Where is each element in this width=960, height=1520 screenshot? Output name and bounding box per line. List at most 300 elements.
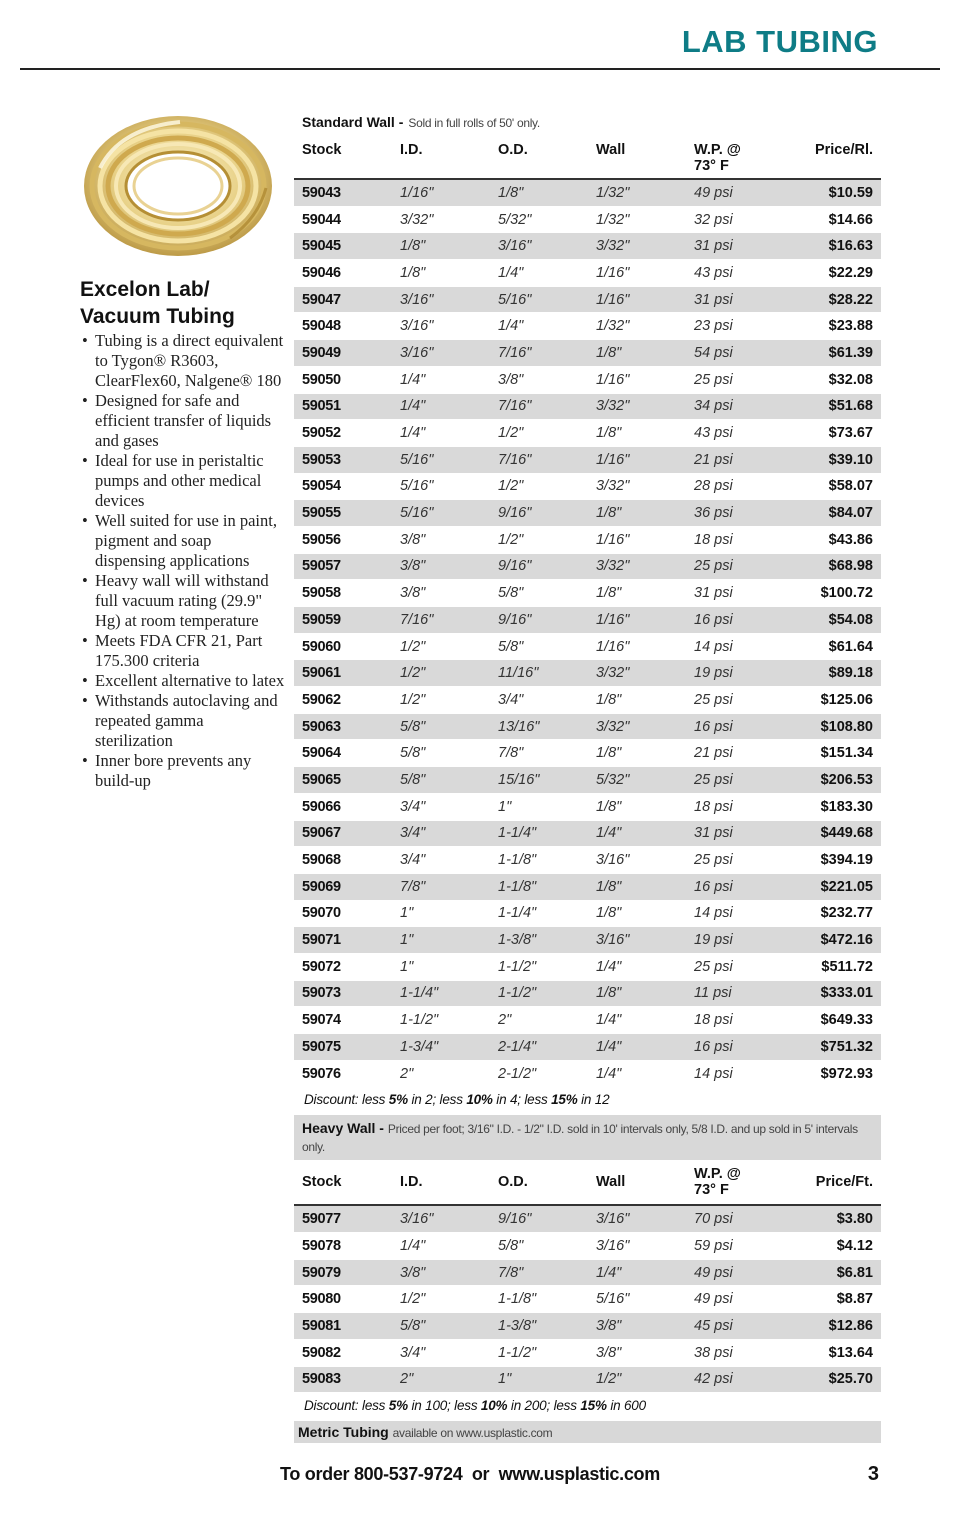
title-rule (20, 68, 940, 70)
table-row (294, 927, 881, 954)
table-row (294, 207, 881, 234)
cell-id: 1/4" (400, 398, 426, 415)
standard-column-header (294, 136, 881, 180)
cell-wp: 14 psi (694, 1065, 733, 1082)
cell-od: 1" (498, 1371, 512, 1388)
cell-price: $472.16 (820, 932, 873, 949)
cell-wp: 31 psi (694, 238, 733, 255)
cell-price: $4.12 (836, 1237, 873, 1254)
col-price: Price/Rl. (814, 142, 873, 158)
cell-od: 13/16" (498, 718, 540, 735)
cell-od: 1-1/2" (498, 1344, 537, 1361)
cell-wall: 3/8" (596, 1317, 622, 1334)
cell-wall: 3/32" (596, 665, 630, 682)
cell-stock: 59078 (302, 1237, 341, 1254)
cell-id: 1/2" (400, 1291, 426, 1308)
table-row (294, 313, 881, 340)
cell-price: $449.68 (820, 825, 873, 842)
cell-wp: 49 psi (694, 184, 733, 201)
col-id: I.D. (400, 1174, 423, 1191)
cell-od: 1-3/8" (498, 1317, 537, 1334)
cell-wall: 1/16" (596, 371, 630, 388)
cell-wp: 16 psi (694, 611, 733, 628)
feature-item: • Tubing is a direct equivalent to Tygon® R3603, ClearFlex60, Nalgene® 180 (80, 331, 285, 391)
discount-segment: in 12 (577, 1092, 610, 1108)
discount-segment: 10% (480, 1398, 508, 1414)
cell-stock: 59053 (302, 451, 341, 468)
standard-discount-note (294, 1087, 881, 1115)
discount-segment: in 4; less (492, 1092, 552, 1108)
cell-stock: 59077 (302, 1211, 341, 1228)
cell-stock: 59079 (302, 1264, 341, 1281)
cell-id: 1-1/4" (400, 985, 439, 1002)
cell-wp: 18 psi (694, 798, 733, 815)
cell-wp: 11 psi (694, 985, 732, 1002)
discount-segment: Discount: less (304, 1092, 389, 1108)
cell-od: 1-1/8" (498, 1291, 537, 1308)
cell-od: 1-1/8" (498, 878, 537, 895)
cell-id: 7/8" (400, 878, 426, 895)
col-id: I.D. (400, 142, 423, 158)
cell-wp: 42 psi (694, 1371, 733, 1388)
cell-wall: 1/4" (596, 1065, 622, 1082)
cell-price: $73.67 (828, 425, 873, 442)
cell-wp: 21 psi (694, 745, 733, 762)
cell-wall: 1/8" (596, 905, 622, 922)
cell-od: 1" (498, 798, 512, 815)
cell-wall: 1/32" (596, 318, 630, 335)
standard-wall-table (294, 180, 881, 1087)
cell-wall: 1/16" (596, 531, 630, 548)
heavy-discount-note (294, 1393, 881, 1421)
discount-segment: in 200; less (507, 1398, 581, 1414)
cell-price: $10.59 (828, 184, 873, 201)
heavy-wall-heading (294, 1115, 881, 1160)
cell-wall: 5/32" (596, 771, 630, 788)
cell-wall: 1/2" (596, 1371, 622, 1388)
cell-id: 3/16" (400, 1211, 434, 1228)
cell-price: $232.77 (820, 905, 873, 922)
table-row (294, 687, 881, 714)
table-row (294, 287, 881, 314)
discount-segment: 5% (388, 1398, 408, 1414)
cell-stock: 59062 (302, 691, 341, 708)
cell-price: $89.18 (828, 665, 873, 682)
cell-wp: 59 psi (694, 1237, 733, 1254)
cell-price: $23.88 (828, 318, 873, 335)
table-row (294, 767, 881, 794)
cell-wall: 3/16" (596, 932, 630, 949)
cell-wp: 70 psi (694, 1211, 733, 1228)
cell-wp: 19 psi (694, 932, 733, 949)
cell-stock: 59065 (302, 771, 341, 788)
col-stock: Stock (302, 142, 342, 158)
cell-od: 3/8" (498, 371, 524, 388)
cell-od: 7/16" (498, 344, 532, 361)
cell-price: $6.81 (836, 1264, 873, 1281)
cell-wall: 1/8" (596, 985, 622, 1002)
cell-stock: 59082 (302, 1344, 341, 1361)
table-row (294, 794, 881, 821)
feature-item: • Withstands autoclaving and repeated gamma sterilization (80, 691, 285, 751)
cell-id: 1-1/2" (400, 1012, 439, 1029)
cell-price: $39.10 (828, 451, 873, 468)
cell-stock: 59048 (302, 318, 341, 335)
table-row (294, 447, 881, 474)
cell-price: $68.98 (828, 558, 873, 575)
cell-wp: 43 psi (694, 425, 733, 442)
cell-wall: 3/32" (596, 558, 630, 575)
cell-price: $221.05 (820, 878, 873, 895)
cell-wp: 31 psi (694, 825, 733, 842)
cell-stock: 59076 (302, 1065, 341, 1082)
cell-wall: 1/4" (596, 1038, 622, 1055)
cell-price: $43.86 (828, 531, 873, 548)
cell-od: 9/16" (498, 558, 532, 575)
page-number: 3 (867, 1463, 879, 1485)
cell-stock: 59070 (302, 905, 341, 922)
cell-id: 1/8" (400, 238, 426, 255)
table-row (294, 1340, 881, 1367)
cell-price: $22.29 (828, 264, 873, 281)
feature-item: • Designed for safe and efficient transfer of liquids and gases (80, 391, 285, 451)
table-row (294, 714, 881, 741)
cell-price: $12.86 (828, 1317, 873, 1334)
cell-wp: 16 psi (694, 718, 733, 735)
cell-stock: 59069 (302, 878, 341, 895)
cell-wp: 21 psi (694, 451, 733, 468)
cell-od: 1/4" (498, 264, 524, 281)
col-wp (694, 142, 789, 174)
cell-id: 7/16" (400, 611, 434, 628)
cell-wall: 3/32" (596, 398, 630, 415)
cell-wall: 1/8" (596, 878, 622, 895)
cell-wp: 19 psi (694, 665, 733, 682)
cell-stock: 59067 (302, 825, 341, 842)
cell-price: $649.33 (820, 1012, 873, 1029)
cell-price: $125.06 (820, 691, 873, 708)
table-row (294, 1034, 881, 1061)
cell-price: $16.63 (828, 238, 873, 255)
cell-od: 5/8" (498, 585, 524, 602)
cell-wall: 1/16" (596, 451, 630, 468)
cell-price: $333.01 (820, 985, 873, 1002)
cell-wp: 25 psi (694, 691, 733, 708)
cell-wp: 45 psi (694, 1317, 733, 1334)
feature-item: • Inner bore prevents any build-up (80, 751, 285, 791)
page-title: LAB TUBING (681, 24, 878, 59)
table-row (294, 1061, 881, 1088)
cell-wall: 3/16" (596, 852, 630, 869)
cell-id: 3/8" (400, 1264, 426, 1281)
discount-segment: 10% (466, 1092, 493, 1108)
cell-stock: 59066 (302, 798, 341, 815)
cell-id: 1" (400, 905, 414, 922)
cell-stock: 59083 (302, 1371, 341, 1388)
cell-price: $108.80 (820, 718, 873, 735)
cell-stock: 59073 (302, 985, 341, 1002)
table-row (294, 394, 881, 421)
cell-wp: 43 psi (694, 264, 733, 281)
col-wall: Wall (596, 142, 626, 158)
cell-od: 1/2" (498, 425, 524, 442)
cell-stock: 59063 (302, 718, 341, 735)
cell-od: 2-1/4" (498, 1038, 537, 1055)
cell-price: $58.07 (828, 478, 873, 495)
cell-stock: 59052 (302, 425, 341, 442)
cell-id: 3/4" (400, 825, 426, 842)
cell-wp: 31 psi (694, 585, 733, 602)
table-row (294, 527, 881, 554)
cell-wall: 3/32" (596, 478, 630, 495)
order-info: To order 800-537-9724 or www.usplastic.com (280, 1464, 660, 1484)
cell-price: $972.93 (820, 1065, 873, 1082)
cell-wp: 25 psi (694, 371, 733, 388)
cell-wall: 3/32" (596, 718, 630, 735)
standard-wall-title: Standard Wall - (302, 114, 404, 130)
heavy-wall-table (294, 1206, 881, 1393)
product-name (80, 276, 280, 330)
table-row (294, 607, 881, 634)
standard-wall-note: Sold in full rolls of 50' only. (408, 116, 540, 130)
cell-stock: 59057 (302, 558, 341, 575)
cell-id: 1/4" (400, 425, 426, 442)
cell-id: 1/4" (400, 1237, 426, 1254)
standard-wall-heading (294, 110, 881, 136)
cell-od: 1-1/4" (498, 825, 537, 842)
cell-wp: 49 psi (694, 1264, 733, 1281)
table-row (294, 821, 881, 848)
col-wall: Wall (596, 1174, 626, 1191)
cell-wall: 1/4" (596, 825, 622, 842)
cell-id: 3/16" (400, 344, 434, 361)
cell-id: 1-3/4" (400, 1038, 439, 1055)
cell-wp: 16 psi (694, 878, 733, 895)
heavy-wall-note: Priced per foot; 3/16" I.D. - 1/2" I.D. sold in 10' intervals only, 5/8 I.D. and up sold in 5' intervals only. (302, 1122, 858, 1155)
feature-item: • Well suited for use in paint, pigment and soap dispensing applications (80, 511, 285, 571)
heavy-column-header (294, 1160, 881, 1206)
cell-od: 5/16" (498, 291, 532, 308)
col-stock: Stock (302, 1174, 342, 1191)
discount-segment: 15% (580, 1398, 607, 1414)
cell-price: $183.30 (820, 798, 873, 815)
cell-od: 2" (498, 1012, 512, 1029)
cell-id: 5/8" (400, 745, 426, 762)
cell-price: $32.08 (828, 371, 873, 388)
col-wp-line1: W.P. @ (694, 142, 741, 158)
cell-wp: 25 psi (694, 771, 733, 788)
cell-id: 3/4" (400, 798, 426, 815)
cell-wall: 3/32" (596, 238, 630, 255)
cell-stock: 59050 (302, 371, 341, 388)
product-name-line1: Excelon Lab/ (80, 278, 210, 301)
col-od: O.D. (498, 1174, 528, 1191)
col-price: Price/Ft. (815, 1174, 873, 1191)
discount-segment: in 2; less (407, 1092, 467, 1108)
heavy-wall-title: Heavy Wall - (302, 1120, 384, 1137)
cell-id: 1/16" (400, 184, 434, 201)
tubing-coil-image (80, 108, 276, 268)
cell-id: 5/16" (400, 478, 434, 495)
cell-stock: 59051 (302, 398, 341, 415)
cell-wp: 18 psi (694, 531, 733, 548)
discount-segment: in 600 (606, 1398, 646, 1414)
cell-stock: 59072 (302, 958, 341, 975)
cell-stock: 59058 (302, 585, 341, 602)
feature-item: • Heavy wall will withstand full vacuum rating (29.9" Hg) at room temperature (80, 571, 285, 631)
cell-wall: 3/16" (596, 1211, 630, 1228)
cell-stock: 59049 (302, 344, 341, 361)
table-row (294, 1206, 881, 1233)
feature-item: • Excellent alternative to latex (80, 671, 285, 691)
col-od: O.D. (498, 142, 528, 158)
cell-wp: 14 psi (694, 638, 733, 655)
cell-id: 3/16" (400, 291, 434, 308)
cell-wall: 1/16" (596, 611, 630, 628)
cell-od: 1-1/4" (498, 905, 537, 922)
cell-stock: 59059 (302, 611, 341, 628)
cell-price: $14.66 (828, 211, 873, 228)
cell-od: 1/2" (498, 531, 524, 548)
cell-wp: 38 psi (694, 1344, 733, 1361)
cell-wall: 1/8" (596, 344, 622, 361)
cell-stock: 59047 (302, 291, 341, 308)
table-row (294, 340, 881, 367)
cell-id: 3/4" (400, 1344, 426, 1361)
table-row (294, 474, 881, 501)
cell-od: 3/16" (498, 238, 532, 255)
cell-id: 3/16" (400, 318, 434, 335)
cell-od: 9/16" (498, 611, 532, 628)
cell-wp: 49 psi (694, 1291, 733, 1308)
cell-od: 9/16" (498, 505, 532, 522)
table-row (294, 634, 881, 661)
cell-wall: 1/32" (596, 184, 630, 201)
table-row (294, 874, 881, 901)
cell-stock: 59044 (302, 211, 341, 228)
cell-wall: 1/4" (596, 1012, 622, 1029)
cell-id: 5/16" (400, 451, 434, 468)
cell-wall: 1/8" (596, 798, 622, 815)
cell-wall: 1/8" (596, 505, 622, 522)
cell-wp: 16 psi (694, 1038, 733, 1055)
feature-list (80, 331, 285, 791)
cell-id: 3/8" (400, 531, 426, 548)
table-row (294, 580, 881, 607)
col-wp (694, 1166, 789, 1198)
table-row (294, 981, 881, 1008)
cell-id: 3/4" (400, 852, 426, 869)
table-row (294, 1233, 881, 1260)
cell-id: 1/2" (400, 638, 426, 655)
cell-wall: 1/4" (596, 1264, 622, 1281)
cell-wp: 28 psi (694, 478, 733, 495)
table-row (294, 847, 881, 874)
cell-od: 1-1/2" (498, 958, 537, 975)
cell-id: 5/16" (400, 505, 434, 522)
cell-id: 1/2" (400, 665, 426, 682)
cell-wall: 1/4" (596, 958, 622, 975)
cell-wp: 25 psi (694, 852, 733, 869)
cell-wp: 23 psi (694, 318, 733, 335)
pricing-tables (294, 110, 881, 1443)
cell-od: 15/16" (498, 771, 540, 788)
table-row (294, 554, 881, 581)
cell-stock: 59043 (302, 184, 341, 201)
cell-stock: 59080 (302, 1291, 341, 1308)
cell-stock: 59055 (302, 505, 341, 522)
cell-price: $511.72 (821, 958, 873, 975)
cell-stock: 59064 (302, 745, 341, 762)
cell-wall: 1/16" (596, 291, 630, 308)
table-row (294, 1286, 881, 1313)
cell-wall: 1/8" (596, 691, 622, 708)
cell-wall: 1/16" (596, 264, 630, 281)
cell-stock: 59046 (302, 264, 341, 281)
cell-id: 2" (400, 1065, 414, 1082)
cell-od: 3/4" (498, 691, 524, 708)
cell-stock: 59061 (302, 665, 341, 682)
cell-price: $84.07 (828, 505, 873, 522)
cell-od: 11/16" (498, 665, 539, 682)
cell-wall: 1/32" (596, 211, 630, 228)
table-row (294, 500, 881, 527)
cell-id: 1/8" (400, 264, 426, 281)
cell-od: 7/8" (498, 745, 524, 762)
cell-od: 7/16" (498, 451, 532, 468)
cell-od: 1/4" (498, 318, 524, 335)
col-wp-line2: 73° F (694, 1182, 729, 1199)
cell-stock: 59060 (302, 638, 341, 655)
cell-stock: 59071 (302, 932, 341, 949)
cell-id: 2" (400, 1371, 414, 1388)
cell-wp: 18 psi (694, 1012, 733, 1029)
col-wp-line2: 73° F (694, 158, 729, 174)
metric-note: available on www.usplastic.com (392, 1426, 553, 1441)
cell-stock: 59068 (302, 852, 341, 869)
cell-wp: 25 psi (694, 558, 733, 575)
cell-od: 7/16" (498, 398, 532, 415)
cell-wall: 5/16" (596, 1291, 630, 1308)
cell-od: 5/8" (498, 638, 524, 655)
table-row (294, 420, 881, 447)
cell-wall: 1/8" (596, 425, 622, 442)
cell-stock: 59056 (302, 531, 341, 548)
cell-od: 5/32" (498, 211, 532, 228)
metric-title: Metric Tubing (298, 1424, 389, 1441)
cell-id: 1" (400, 932, 414, 949)
table-row (294, 1007, 881, 1034)
cell-od: 7/8" (498, 1264, 524, 1281)
table-row (294, 367, 881, 394)
cell-price: $54.08 (828, 611, 873, 628)
col-wp-line1: W.P. @ (694, 1166, 741, 1183)
cell-price: $25.70 (828, 1371, 873, 1388)
cell-price: $3.80 (836, 1211, 873, 1228)
cell-od: 1-1/8" (498, 852, 537, 869)
cell-od: 1/8" (498, 184, 524, 201)
table-row (294, 1367, 881, 1394)
table-row (294, 180, 881, 207)
discount-segment: 15% (551, 1092, 578, 1108)
cell-id: 3/32" (400, 211, 434, 228)
cell-id: 5/8" (400, 718, 426, 735)
cell-wp: 14 psi (694, 905, 733, 922)
cell-wp: 34 psi (694, 398, 733, 415)
cell-id: 1/4" (400, 371, 426, 388)
discount-segment: Discount: less (304, 1398, 389, 1414)
table-row (294, 1313, 881, 1340)
